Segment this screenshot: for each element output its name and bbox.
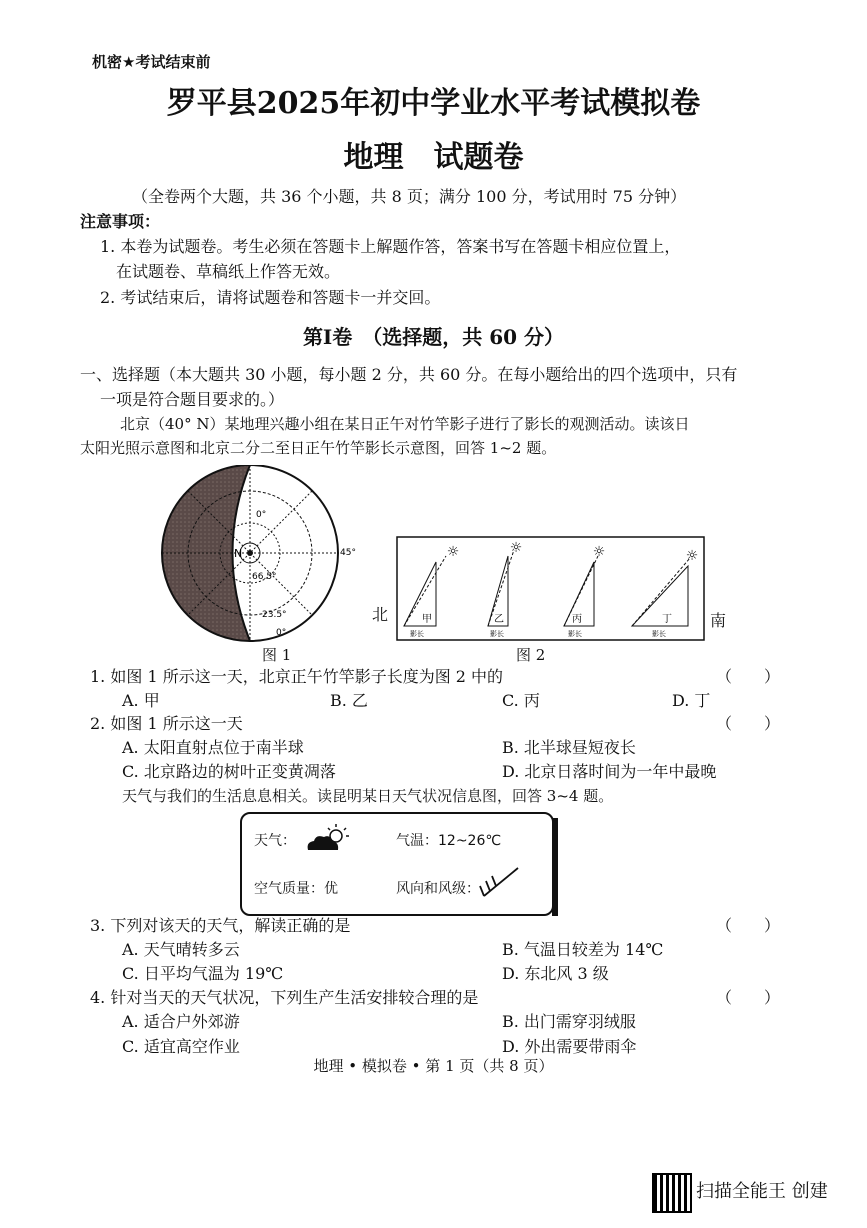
option-d[interactable]: D. 外出需要带雨伞 — [502, 1037, 637, 1056]
shadow-label: 影长 — [568, 630, 582, 638]
wind-label: 风向和风级： — [396, 881, 480, 897]
notice-item-1: 1. 本卷为试题卷。考生必须在答题卡上解题作答，答案书写在答题卡相应位置上， — [100, 237, 681, 256]
notice-heading: 注意事项： — [80, 212, 161, 231]
north-direction-label: 北 — [372, 605, 389, 624]
figure-1-caption: 图 1 — [262, 646, 292, 664]
question-3-stem: 3. 下列对该天的天气，解读正确的是 — [90, 916, 351, 935]
north-pole-label: N — [234, 547, 243, 560]
partly-cloudy-icon — [302, 822, 354, 856]
shadow-label: 影长 — [652, 630, 666, 638]
figure-2-frame — [397, 537, 704, 640]
answer-paren: （ ） — [716, 667, 781, 686]
passage-2: 天气与我们的生活息息相关。读昆明某日天气状况信息图，回答 3~4 题。 — [122, 787, 614, 805]
qr-code-icon — [652, 1173, 692, 1213]
sun-icon: ☼ — [685, 548, 699, 564]
figure-2-caption: 图 2 — [516, 646, 546, 664]
angle-label: 0° — [256, 510, 267, 520]
option-b[interactable]: B. 气温日较差为 14℃ — [502, 940, 664, 959]
option-a[interactable]: A. 甲 — [122, 691, 160, 710]
option-d[interactable]: D. 北京日落时间为一年中最晚 — [502, 762, 717, 781]
answer-paren: （ ） — [716, 714, 781, 733]
option-b[interactable]: B. 北半球昼短夜长 — [502, 738, 636, 757]
weather-info-box — [240, 812, 554, 916]
angle-label: 23.5° — [262, 610, 287, 620]
figure-1-illumination-diagram — [160, 465, 370, 645]
question-1-stem: 1. 如图 1 所示这一天，北京正午竹竿影子长度为图 2 中的 — [90, 667, 504, 686]
subject-title: 地理 试题卷 — [343, 140, 524, 175]
option-c[interactable]: C. 日平均气温为 19℃ — [122, 964, 284, 983]
sun-icon: ☼ — [446, 544, 460, 560]
exam-info: （全卷两个大题，共 36 个小题，共 8 页；满分 100 分，考试用时 75 分钟） — [132, 187, 687, 206]
option-c[interactable]: C. 适宜高空作业 — [122, 1037, 240, 1056]
angle-label: 0° — [276, 628, 287, 638]
air-quality-label: 空气质量：优 — [254, 881, 338, 897]
pole-label: 甲 — [422, 614, 432, 625]
pole-label: 乙 — [494, 614, 504, 625]
angle-label: 66.5° — [252, 572, 277, 582]
sun-icon: ☼ — [592, 544, 606, 560]
south-direction-label: 南 — [710, 611, 727, 630]
option-b[interactable]: B. 乙 — [330, 691, 368, 710]
confidential-mark: 机密★考试结束前 — [92, 53, 211, 71]
part-instruction-cont: 一项是符合题目要求的。） — [100, 390, 285, 409]
option-c[interactable]: C. 北京路边的树叶正变黄凋落 — [122, 762, 336, 781]
wind-barb-icon — [478, 862, 524, 902]
figure-2-shadow-diagram — [396, 536, 706, 642]
shadow-label: 影长 — [410, 630, 424, 638]
section-title: 第Ⅰ卷 （选择题，共 60 分） — [302, 325, 565, 349]
option-c[interactable]: C. 丙 — [502, 691, 540, 710]
option-a[interactable]: A. 适合户外郊游 — [122, 1012, 240, 1031]
notice-item-2: 2. 考试结束后，请将试题卷和答题卡一并交回。 — [100, 288, 441, 307]
page-footer: 地理 • 模拟卷 • 第 1 页（共 8 页） — [313, 1057, 554, 1075]
option-b[interactable]: B. 出门需穿羽绒服 — [502, 1012, 636, 1031]
exam-title: 罗平县2025年初中学业水平考试模拟卷 — [166, 86, 701, 121]
sun-icon: ☼ — [509, 540, 523, 556]
option-a[interactable]: A. 太阳直射点位于南半球 — [122, 738, 304, 757]
pole-label: 丙 — [572, 614, 582, 625]
answer-paren: （ ） — [716, 988, 781, 1007]
north-pole-point — [247, 550, 253, 556]
weather-label: 天气： — [254, 833, 296, 849]
question-4-stem: 4. 针对当天的天气状况，下列生产生活安排较合理的是 — [90, 988, 479, 1007]
option-d[interactable]: D. 东北风 3 级 — [502, 964, 609, 983]
shadow-label: 影长 — [490, 630, 504, 638]
question-2-stem: 2. 如图 1 所示这一天 — [90, 714, 243, 733]
passage-1: 北京（40° N）某地理兴趣小组在某日正午对竹竿影子进行了影长的观测活动。读该日 — [120, 415, 690, 433]
option-d[interactable]: D. 丁 — [672, 691, 711, 710]
box-shadow — [552, 818, 558, 916]
angle-label: 45° — [340, 548, 356, 558]
part-instruction: 一、选择题（本大题共 30 小题，每小题 2 分，共 60 分。在每小题给出的四个选项中，只有 — [80, 365, 738, 384]
option-a[interactable]: A. 天气晴转多云 — [122, 940, 240, 959]
temperature-label: 气温：12~26℃ — [396, 833, 502, 849]
passage-1-cont: 太阳光照示意图和北京二分二至日正午竹竿影长示意图，回答 1~2 题。 — [80, 439, 557, 457]
pole-label: 丁 — [662, 614, 672, 625]
scanner-watermark: 扫描全能王 创建 — [696, 1181, 828, 1202]
notice-item-1-cont: 在试题卷、草稿纸上作答无效。 — [116, 262, 341, 281]
answer-paren: （ ） — [716, 916, 781, 935]
